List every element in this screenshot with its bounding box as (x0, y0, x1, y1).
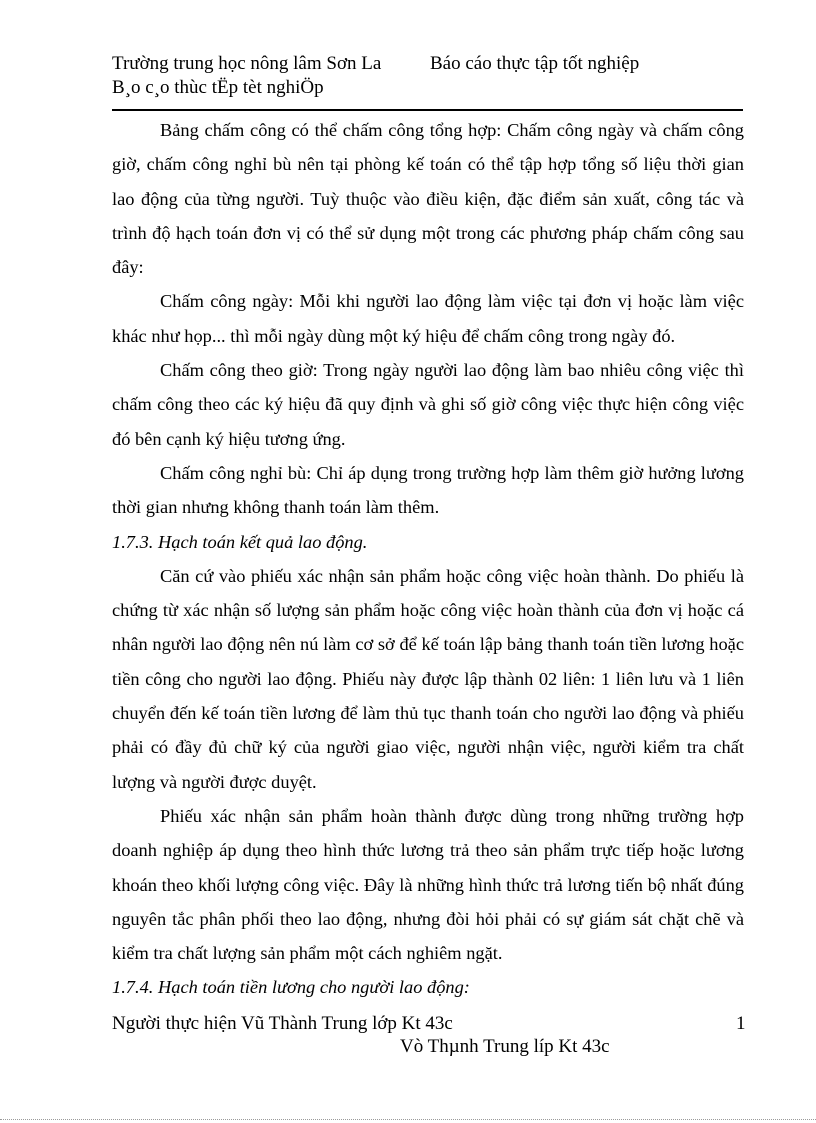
paragraph-slip-usage: Phiếu xác nhận sản phẩm hoàn thành được dùng trong những trường hợp doanh nghiệp áp dụng theo hình thức lương trả theo sản phẩm trực tiếp hoặc lương khoán theo khối lượng công việc. Đây là những hình thức trả lương tiến bộ nhất đúng nguyên tắc phân phối theo lao động, nhưng đòi hỏi phải có sự giám sát chặt chẽ và kiểm tra chất lượng sản phẩm một cách nghiêm ngặt. (112, 805, 744, 964)
section-heading-labor-results: 1.7.3. Hạch toán kết quả lao động. (112, 531, 368, 552)
section-heading-wage-accounting: 1.7.4. Hạch toán tiền lương cho người lao động: (112, 977, 470, 998)
header-school: Trường trung học nông lâm Sơn La (112, 53, 382, 74)
paragraph-daily-timesheet: Chấm công ngày: Mỗi khi người lao động làm việc tại đơn vị hoặc làm việc khác như họp... thì mỗi ngày dùng một ký hiệu để chấm công trong ngày đó. (112, 291, 744, 346)
header-rule (112, 109, 743, 111)
footer-author-garbled: Vò Thµnh Trung líp Kt 43c (400, 1036, 610, 1057)
paragraph-hourly-timesheet: Chấm công theo giờ: Trong ngày người lao động làm bao nhiêu công việc thì chấm công theo các ký hiệu đã quy định và ghi số giờ công việc thực hiện công việc đó bên cạnh ký hiệu tương ứng. (112, 360, 744, 449)
paragraph-timesheet-summary: Bảng chấm công có thể chấm công tổng hợp: Chấm công ngày và chấm công giờ, chấm công nghỉ bù nên tại phòng kế toán có thể tập hợp tổng số liệu thời gian lao động của từng người. Tuỳ thuộc vào điều kiện, đặc điểm sản xuất, công tác và trình độ hạch toán đơn vị có thể sử dụng một trong các phương pháp chấm công sau đây: (112, 120, 744, 278)
header-report-title-garbled: B¸o c¸o thùc tËp tèt nghiÖp (112, 77, 324, 98)
page-bottom-border (0, 1119, 816, 1120)
page-number: 1 (736, 1013, 746, 1034)
paragraph-compensatory-leave: Chấm công nghỉ bù: Chỉ áp dụng trong trường hợp làm thêm giờ hưởng lương thời gian nhưng không thanh toán làm thêm. (112, 462, 744, 518)
document-body (112, 113, 744, 1005)
footer-author: Người thực hiện Vũ Thành Trung lớp Kt 43c (112, 1013, 453, 1034)
paragraph-confirmation-slip: Căn cứ vào phiếu xác nhận sản phẩm hoặc công việc hoàn thành. Do phiếu là chứng từ xác nhận số lượng sản phẩm hoặc công việc hoàn thành của đơn vị hoặc cá nhân người lao động nên nú làm cơ sở để kế toán lập bảng thanh toán tiền lương hoặc tiền công cho người lao động. Phiếu này được lập thành 02 liên: 1 liên lưu và 1 liên chuyển đến kế toán tiền lương để làm thủ tục thanh toán cho người lao động và phiếu phải có đầy đủ chữ ký của người giao việc, người nhận việc, người kiểm tra chất lượng và người được duyệt. (112, 565, 744, 792)
header-report-title: Báo cáo thực tập tốt nghiệp (430, 53, 640, 74)
